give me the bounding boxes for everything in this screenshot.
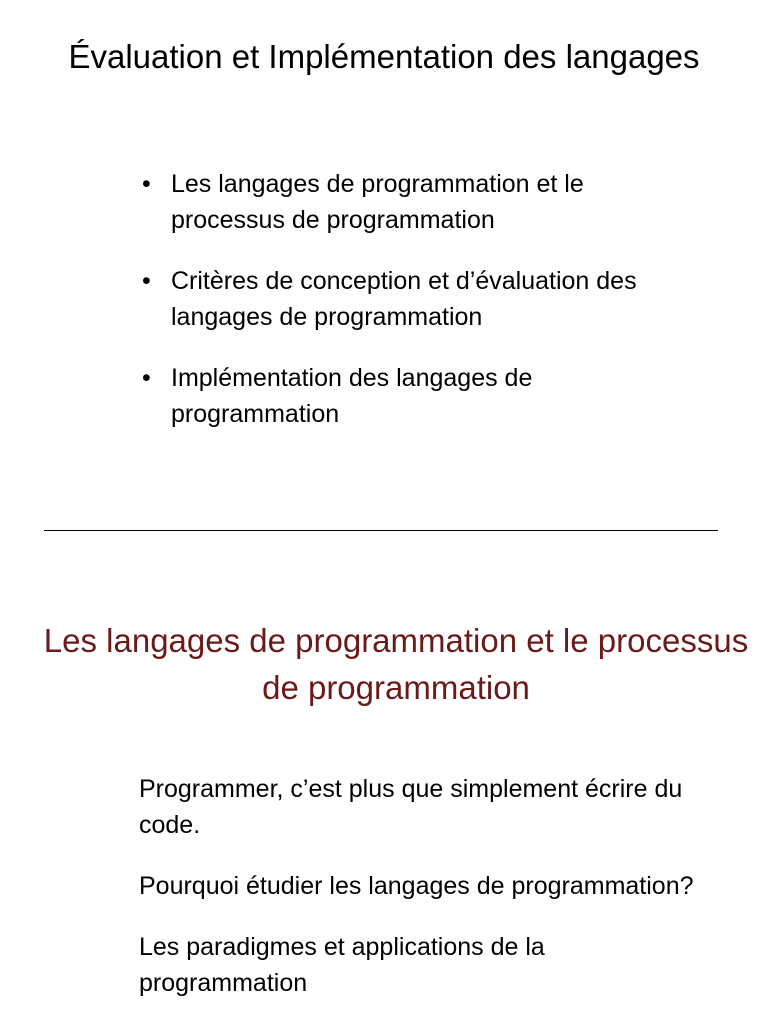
slide-1-title: Évaluation et Implémentation des langages <box>68 38 700 75</box>
body-paragraph: Pourquoi étudier les langages de programmation? <box>139 872 694 900</box>
slide-2-title: Les langages de programmation et le processus de programmation <box>43 622 749 706</box>
slide-1-bullet-list <box>140 166 700 457</box>
bullet-icon: • <box>142 267 151 295</box>
bullet-icon: • <box>142 364 151 392</box>
bullet-text: Critères de conception et d’évaluation des langages de programmation <box>171 267 637 331</box>
body-paragraph: Programmer, c’est plus que simplement écrire du code. <box>139 775 683 839</box>
bullet-text: Les langages de programmation et le processus de programmation <box>171 170 584 234</box>
bullet-item <box>140 360 700 432</box>
bullet-item <box>140 166 700 238</box>
slide-2 <box>0 531 768 1024</box>
bullet-item <box>140 263 700 335</box>
bullet-text: Implémentation des langages de programmation <box>171 364 533 428</box>
slide-2-body <box>139 771 719 1026</box>
bullet-icon: • <box>142 170 151 198</box>
body-paragraph: Les paradigmes et applications de la programmation <box>139 933 545 997</box>
